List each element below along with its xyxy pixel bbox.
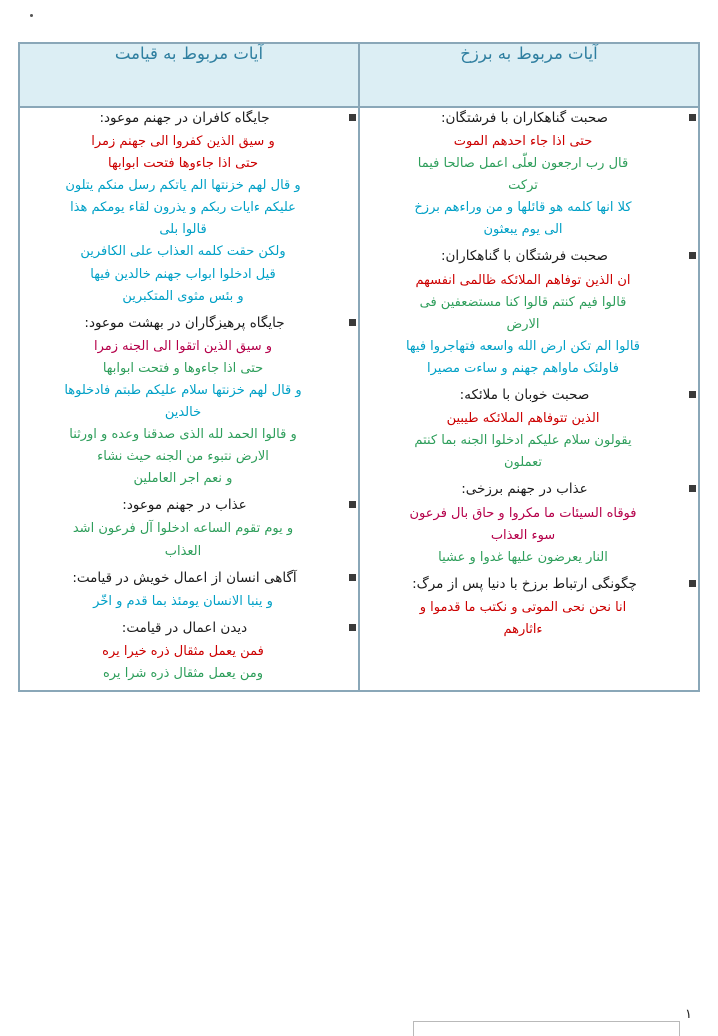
square-bullet-icon <box>689 580 696 587</box>
item-heading <box>20 568 358 588</box>
verse-line: ان الذین توفاهم الملائکه ظالمی انفسهم <box>415 272 631 288</box>
list-item <box>360 479 698 567</box>
list-item <box>20 618 358 684</box>
column-qiyamat <box>19 107 359 691</box>
verses-table-container <box>18 42 700 692</box>
verse-line: و سیق الذین کفروا الی جهنم زمرا <box>91 134 275 150</box>
item-heading <box>20 495 358 515</box>
item-label: صحبت گناهکاران با فرشتگان: <box>440 110 609 126</box>
verse-line: و ینبا الانسان یومئذ بما قدم و اخّر <box>93 593 273 609</box>
item-label: صحبت فرشتگان با گناهکاران: <box>440 248 609 265</box>
verse-line: و سیق الذین اتقوا الی الجنه زمرا <box>93 338 273 354</box>
verse-line: فوقاه السیئات ما مکروا و حاق بال فرعون <box>409 505 637 521</box>
item-heading <box>360 385 698 405</box>
verse-line: فاولئک ماواهم جهنم و ساءت مصیرا <box>427 360 619 376</box>
page-number: ١ <box>685 1007 692 1022</box>
verse-line: الی یوم یبعثون <box>483 222 563 238</box>
footer-box <box>413 1021 680 1036</box>
verse-line: و بئس مثوی المتکبرین <box>122 288 244 304</box>
list-item <box>20 495 358 561</box>
square-bullet-icon <box>349 624 356 631</box>
item-heading <box>360 246 698 266</box>
verse-line: الارض نتبوء من الجنه حیث نشاء <box>97 449 269 465</box>
verse-group <box>20 518 358 561</box>
verse-line: النار یعرضون علیها غدوا و عشیا <box>438 549 608 565</box>
item-label: آگاهی انسان از اعمال خویش در قیامت: <box>72 569 297 586</box>
barzakh-item-list <box>360 108 698 640</box>
item-label: دیدن اعمال در قیامت: <box>121 619 248 636</box>
square-bullet-icon <box>349 114 356 121</box>
verse-line: سوء العذاب <box>490 527 556 543</box>
item-heading <box>360 108 698 128</box>
verse-line: کلا انها کلمه هو قائلها و من وراءهم برزخ <box>414 200 632 216</box>
verse-line: الارض <box>506 316 540 332</box>
verse-line: قالوا فیم کنتم قالوا کنا مستضعفین فی <box>419 294 627 310</box>
table-body <box>19 107 699 691</box>
verse-group <box>360 503 698 568</box>
verse-line: قال رب ارجعون لعلّی اعمل صالحا فیما <box>417 156 629 172</box>
column-header-barzakh-text: آیات مربوط به برزخ <box>460 44 598 63</box>
verse-line: و نعم اجر العاملین <box>133 471 233 487</box>
column-barzakh <box>359 107 699 691</box>
square-bullet-icon <box>689 114 696 121</box>
verse-line: حتی اذا جاءوها و فتحت ابوابها <box>102 360 264 376</box>
verse-line: و یوم تقوم الساعه ادخلوا آل فرعون اشد <box>72 521 294 537</box>
item-label: صحبت خوبان با ملائکه: <box>459 386 590 403</box>
list-item <box>360 385 698 473</box>
square-bullet-icon <box>689 485 696 492</box>
verse-group <box>20 336 358 489</box>
item-heading <box>20 618 358 638</box>
column-header-barzakh <box>359 43 699 107</box>
square-bullet-icon <box>349 319 356 326</box>
verse-line: و قال لهم خزنتها الم یاتکم رسل منکم یتلون <box>65 178 301 194</box>
list-item <box>360 574 698 640</box>
table-header-row <box>19 43 699 107</box>
item-heading <box>360 479 698 499</box>
verse-line: و قالوا الحمد لله الذی صدقنا وعده و اورثنا <box>69 427 297 443</box>
column-header-qiyamat <box>19 43 359 107</box>
column-header-qiyamat-text: آیات مربوط به قیامت <box>114 44 264 63</box>
list-item <box>20 108 358 307</box>
qiyamat-item-list <box>20 108 358 684</box>
verse-line: فمن یعمل مثقال ذره خیرا یره <box>102 644 264 660</box>
verse-line: ترکت <box>508 178 538 194</box>
verse-group <box>20 591 358 612</box>
verse-line: انا نحن نحی الموتی و نکتب ما قدموا و <box>419 600 627 615</box>
verse-group <box>360 597 698 640</box>
list-item <box>360 246 698 378</box>
verse-line: العذاب <box>164 543 202 559</box>
verse-group <box>20 131 358 306</box>
verse-group <box>360 270 698 379</box>
page-marker-dot <box>30 14 33 17</box>
square-bullet-icon <box>349 574 356 581</box>
verse-line: علیکم ءایات ربکم و یذرون لقاء یومکم هذا <box>70 200 296 216</box>
square-bullet-icon <box>689 391 696 398</box>
verses-table <box>18 42 700 692</box>
verse-line: ومن یعمل مثقال ذره شرا یره <box>102 666 264 682</box>
list-item <box>20 568 358 612</box>
item-heading <box>360 574 698 594</box>
item-label: عذاب در جهنم برزخی: <box>461 481 588 498</box>
item-label: عذاب در جهنم موعود: <box>122 497 247 514</box>
verse-line: حتی اذا جاء احدهم الموت <box>453 134 593 150</box>
square-bullet-icon <box>689 252 696 259</box>
square-bullet-icon <box>349 501 356 508</box>
item-label: چگونگی ارتباط برزخ با دنیا پس از مرگ: <box>412 575 637 592</box>
verse-line: قالوا الم تکن ارض الله واسعه فتهاجروا فیها <box>405 338 641 354</box>
verse-line: و قال لهم خزنتها سلام علیکم طبتم فادخلوها <box>64 382 302 398</box>
verse-line: یقولون سلام علیکم ادخلوا الجنه بما کنتم <box>414 433 632 449</box>
list-item <box>20 313 358 490</box>
verse-group <box>360 131 698 240</box>
verse-group <box>20 641 358 684</box>
verse-line: ولکن حقت کلمه العذاب علی الکافرین <box>80 244 286 260</box>
item-label: جایگاه کافران در جهنم موعود: <box>99 110 270 126</box>
verse-line: قالوا بلی <box>159 222 207 238</box>
verse-line: ءاثارهم <box>503 622 543 638</box>
verse-line: تعملون <box>504 455 542 471</box>
verse-line: خالدین <box>164 405 202 421</box>
verse-line: حتی اذا جاءوها فتحت ابوابها <box>108 156 258 172</box>
item-label: جایگاه پرهیزگاران در بهشت موعود: <box>84 314 285 331</box>
item-heading <box>20 313 358 333</box>
list-item <box>360 108 698 240</box>
verse-group <box>360 408 698 473</box>
verse-line: قیل ادخلوا ابواب جهنم خالدین فیها <box>90 266 276 282</box>
verse-line: الذین تتوفاهم الملائکه طیبین <box>446 411 600 427</box>
item-heading <box>20 108 358 128</box>
